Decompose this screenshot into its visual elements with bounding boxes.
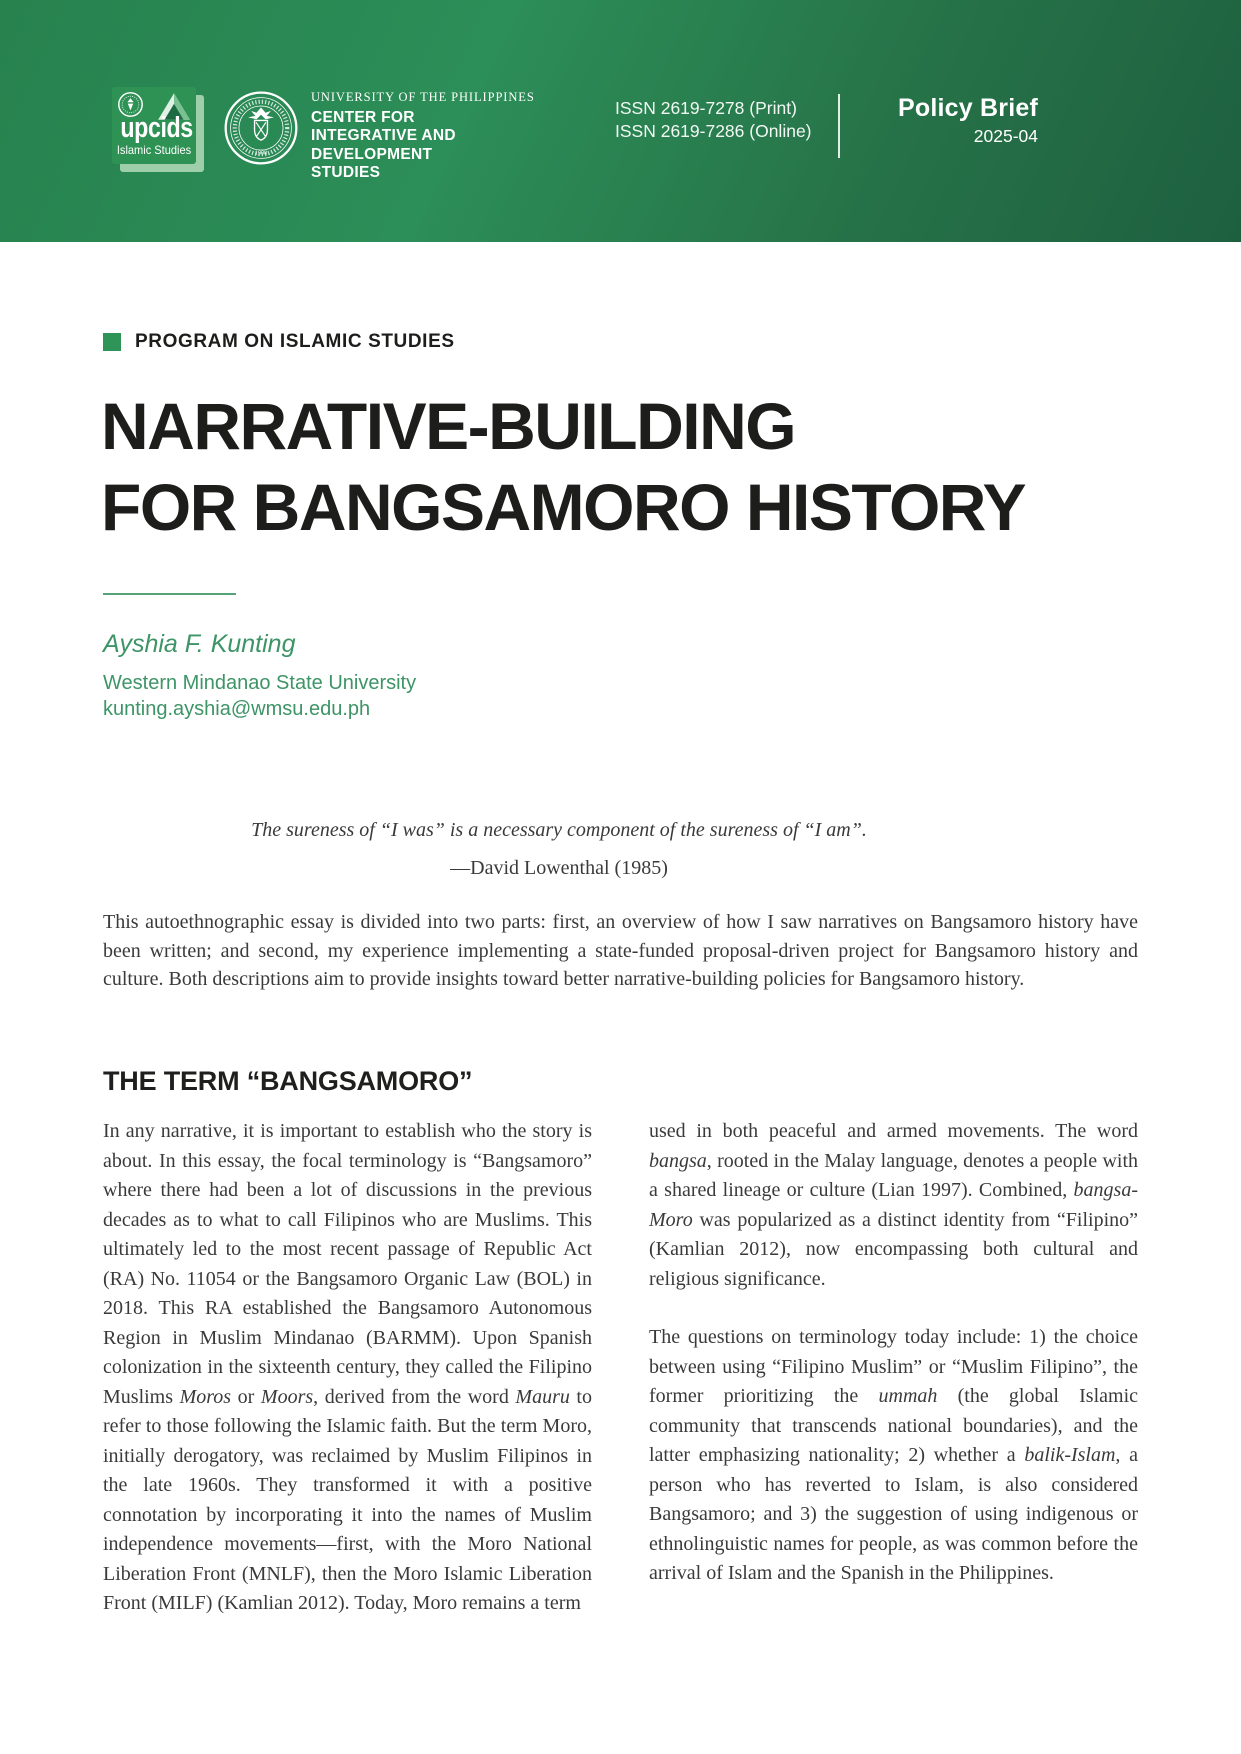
epigraph	[103, 818, 1015, 880]
svg-text:1908: 1908	[254, 150, 268, 157]
paragraph: In any narrative, it is important to establish who the story is about. In this essay, the focal terminology is “Bangsamoro” where there had been a lot of discussions in the previous decades as to what to call Filipinos who are Muslims. This ultimately led to the most recent passage of Republic Act (RA) No. 11054 or the Bangsamoro Organic Law (BOL) in 2018. This RA established the Bangsamoro Autonomous Region in Muslim Mindanao (BARMM). Upon Spanish colonization in the sixteenth century, they called the Filipino Muslims Moros or Moors, derived from the word Mauru to refer to those following the Islamic faith. But the term Moro, initially derogatory, was reclaimed by Muslim Filipinos in the late 1960s. They transformed it with a positive connotation by incorporating it into the names of Muslim independence movements—first, with the Moro National Liberation Front (MNLF), then the Moro Islamic Liberation Front (MILF) (Kamlian 2012). Today, Moro remains a term	[103, 1120, 592, 1614]
section-heading: THE TERM “BANGSAMORO”	[103, 1066, 473, 1096]
paragraph: The questions on terminology today include: 1) the choice between using “Filipino Muslim” or “Muslim Filipino”, the former prioritizing the ummah (the global Islamic community that transcends national boundaries), and the latter emphasizing nationality; 2) whether a balik-Islam, a person who has reverted to Islam, is also considered Bangsamoro; and 3) the suggestion of using indigenous or ethnolinguistic names for people, as was common before the arrival of Islam and the Spanish in the Philippines.	[649, 1326, 1139, 1584]
brief-number: 2025-04	[973, 126, 1038, 146]
banner-divider	[838, 94, 840, 158]
center-name-block	[311, 90, 535, 183]
author-name: Ayshia F. Kunting	[103, 630, 296, 658]
author-block	[103, 629, 416, 722]
intro-paragraph: This autoethnographic essay is divided into two parts: first, an overview of how I saw narratives on Bangsamoro history have been written; and second, my experience implementing a state-funded proposal-driven project for Bangsamoro history and culture. Both descriptions aim to provide insights toward better narrative-building policies for Bangsamoro history.	[103, 911, 1138, 990]
program-bullet-icon	[103, 333, 121, 351]
title-line-2: FOR BANGSAMORO HISTORY	[101, 470, 1026, 544]
upcids-wordmark: upcids	[120, 112, 193, 144]
issn-online: ISSN 2619-7286 (Online)	[615, 120, 812, 141]
university-name: UNIVERSITY OF THE PHILIPPINES	[311, 90, 535, 104]
issn-block	[615, 97, 812, 142]
program-label: PROGRAM ON ISLAMIC STUDIES	[135, 331, 455, 352]
center-name-line: CENTER FOR	[311, 109, 415, 126]
center-name-line: STUDIES	[311, 164, 381, 182]
right-column	[649, 1117, 1138, 1619]
epigraph-attribution: —David Lowenthal (1985)	[450, 857, 668, 879]
author-affiliation: Western Mindanao State University	[103, 672, 417, 694]
issn-print: ISSN 2619-7278 (Print)	[615, 98, 797, 118]
title-rule	[103, 593, 236, 595]
upcids-logo	[112, 87, 196, 164]
title-line-1: NARRATIVE-BUILDING	[101, 389, 796, 463]
two-column-body	[103, 1117, 1138, 1619]
paragraph: used in both peaceful and armed movements. The word bangsa, rooted in the Malay language, denotes a people with a shared lineage or culture (Lian 1997). Combined, bangsa-Moro was popularized as a distinct identity from “Filipino” (Kamlian 2012), now encompassing both cultural and religious significance.	[649, 1120, 1138, 1290]
upcids-subtitle: Islamic Studies	[116, 143, 192, 157]
brief-block	[898, 94, 1038, 147]
up-seal-logo	[223, 90, 299, 166]
author-email: kunting.ayshia@wmsu.edu.ph	[103, 698, 371, 720]
program-label-row	[103, 331, 455, 353]
center-name-line: INTEGRATIVE AND	[311, 127, 456, 145]
banner	[0, 0, 1241, 242]
page-title	[101, 386, 1025, 548]
left-column	[103, 1117, 592, 1619]
epigraph-quote: The sureness of “I was” is a necessary component of the sureness of “I am”.	[251, 819, 867, 841]
brief-label: Policy Brief	[898, 94, 1038, 122]
center-name-line: DEVELOPMENT	[311, 145, 433, 163]
